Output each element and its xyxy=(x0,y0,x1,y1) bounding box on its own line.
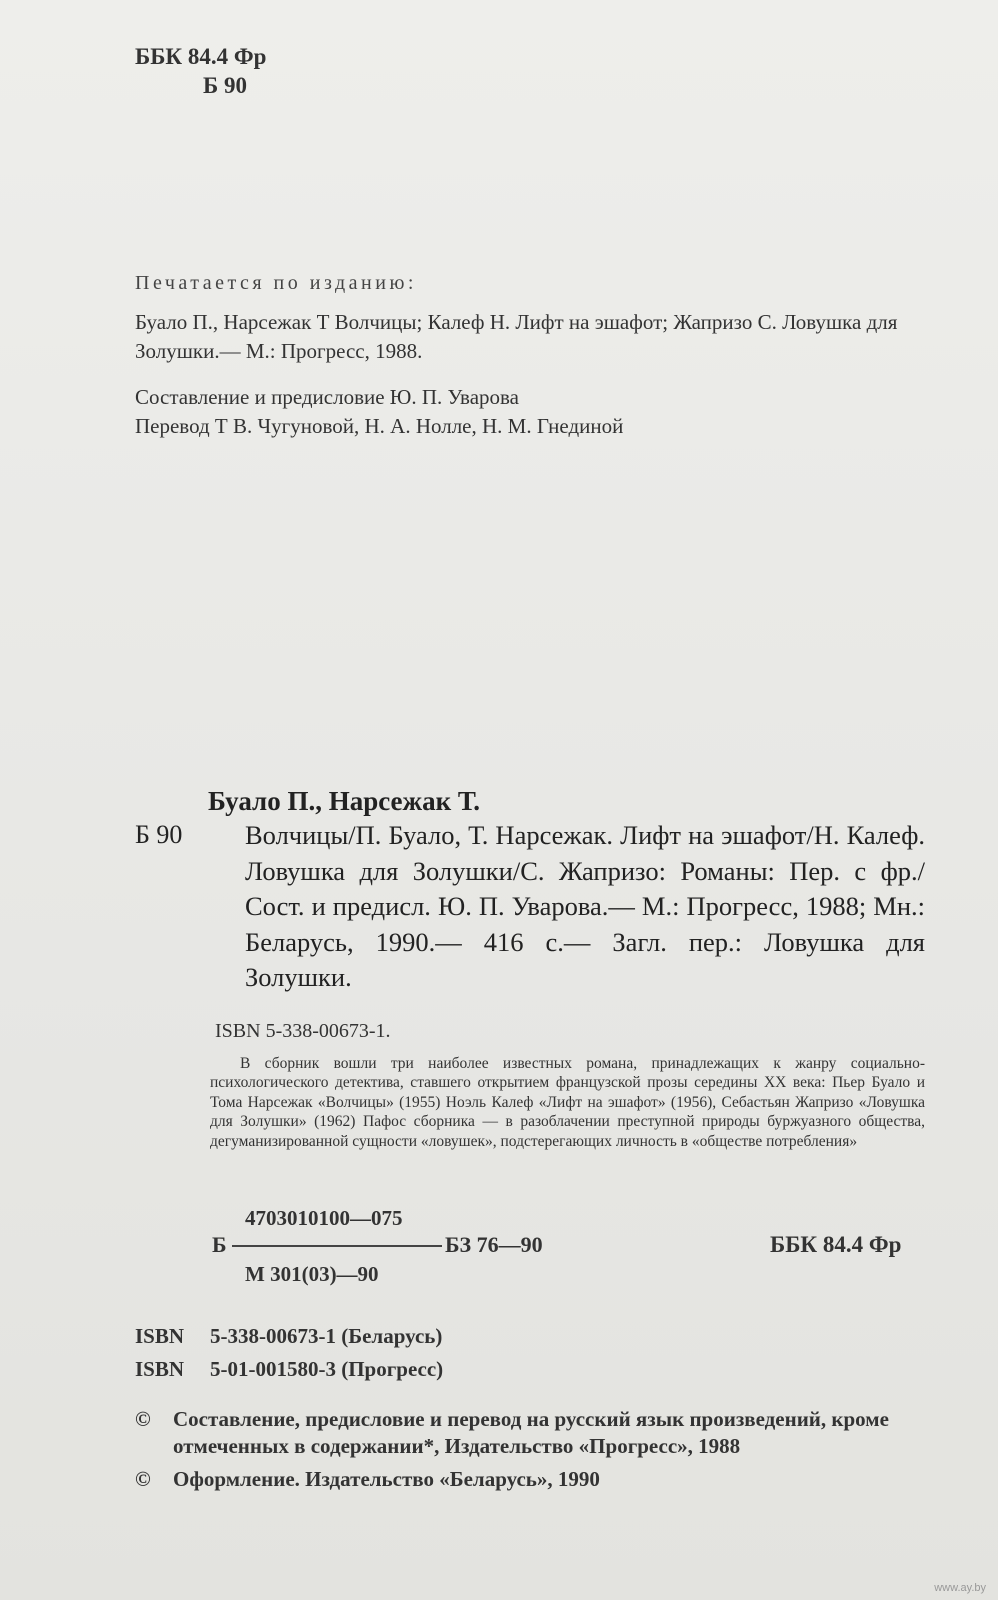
isbn-value: 5-338-00673-1 (Беларусь) xyxy=(210,1324,443,1348)
catalog-annotation: В сборник вошли три наиболее известных романа, принадлежащих к жанру социально-психологического детектива, ставшего открытием французской прозы середины XX века: Пьер Буало и Тома Нарсежак «Волчицы» (1955) Ноэль Калеф «Лифт на эшафот» (1956), Себастьян Жапризо «Ловушка для Золушки» (1962) Пафос сборника — в разоблачении преступной природы буржуазного общества, дегуманизированной сущности «ловушек», подстерегающих личность в «обществе потребления» xyxy=(210,1055,925,1150)
printed-from-source: Буало П., Нарсежак Т Волчицы; Калеф Н. Лифт на эшафот; Жапризо С. Ловушка для Золушки.— М.: Прогресс, 1988. xyxy=(135,310,898,363)
copyright-item xyxy=(135,1406,965,1460)
copyright-text: Составление, предисловие и перевод на русский язык произведений, кроме отмеченных в содержании*, Издательство «Прогресс», 1988 xyxy=(173,1407,889,1458)
formula-bz: БЗ 76—90 xyxy=(445,1232,543,1257)
compilation-credit: Составление и предисловие Ю. П. Уварова xyxy=(135,385,519,409)
copyright-item xyxy=(135,1466,965,1493)
isbn-row xyxy=(135,1353,443,1386)
formula-divider xyxy=(232,1245,442,1247)
copyright-text: Оформление. Издательство «Беларусь», 1990 xyxy=(173,1467,600,1491)
formula-letter: Б xyxy=(212,1232,227,1257)
printed-from-label: Печатается по изданию: xyxy=(135,272,417,294)
isbn-list xyxy=(135,1320,443,1386)
isbn-row xyxy=(135,1320,443,1353)
bbk-code-top xyxy=(135,42,266,100)
catalog-author: Буало П., Нарсежак Т. xyxy=(208,786,480,816)
bbk-line: ББК 84.4 Фр xyxy=(135,44,267,69)
formula-bbk: ББК 84.4 Фр xyxy=(770,1232,902,1257)
formula-numerator: 4703010100—075 xyxy=(245,1206,403,1230)
isbn-label: ISBN xyxy=(135,1357,185,1381)
translation-credit: Перевод Т В. Чугуновой, Н. А. Нолле, Н. М. Гнединой xyxy=(135,414,624,438)
catalog-code: Б 90 xyxy=(135,820,183,849)
formula-denominator: М 301(03)—90 xyxy=(245,1262,379,1286)
copyright-block xyxy=(135,1406,965,1493)
catalog-description: Волчицы/П. Буало, Т. Нарсежак. Лифт на эшафот/Н. Калеф. Ловушка для Золушки/С. Жапризо: Романы: Пер. с фр./Сост. и предисл. Ю. П. Уварова.— М.: Прогресс, 1988; Мн.: Беларусь, 1990.— 416 с.— Загл. пер.: Ловушка для Золушки. xyxy=(245,820,925,992)
credits xyxy=(135,383,623,441)
isbn-value: 5-01-001580-3 (Прогресс) xyxy=(210,1357,444,1381)
catalog-isbn: ISBN 5-338-00673-1. xyxy=(215,1020,391,1042)
isbn-label: ISBN xyxy=(135,1324,185,1348)
copyright-icon: © xyxy=(135,1467,151,1491)
site-watermark: www.ay.by xyxy=(934,1582,986,1594)
book-code-line: Б 90 xyxy=(203,73,247,98)
copyright-icon: © xyxy=(135,1407,151,1431)
